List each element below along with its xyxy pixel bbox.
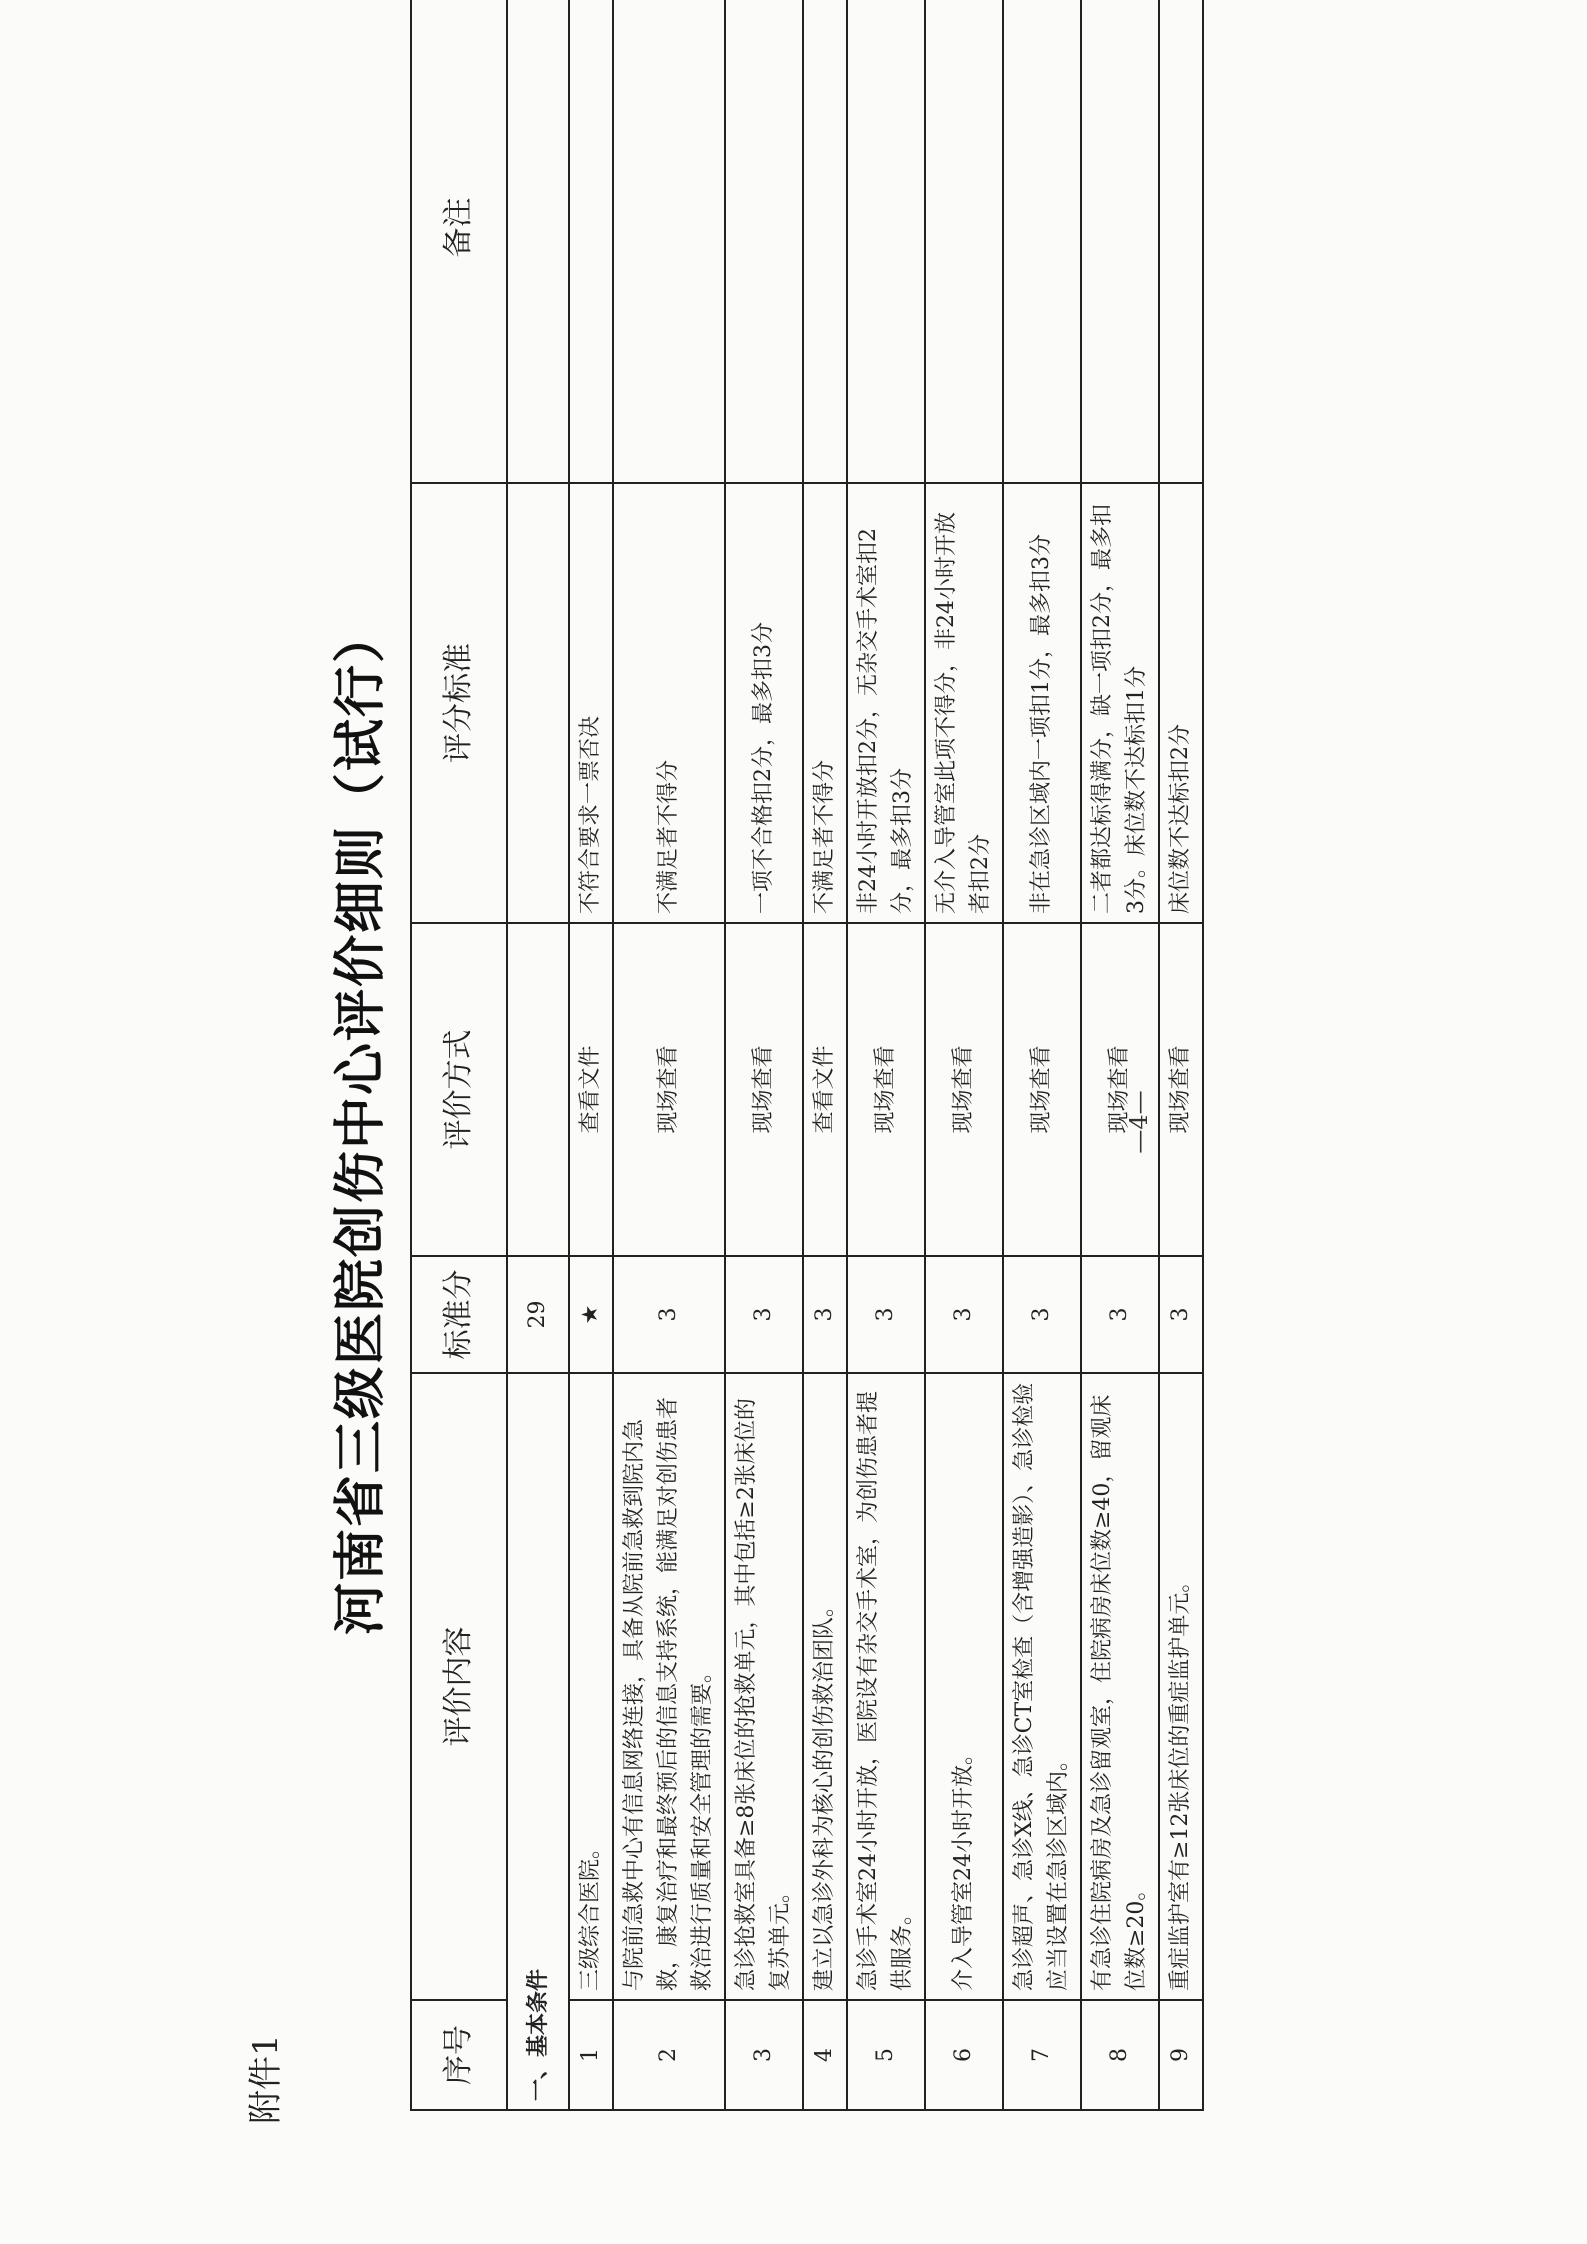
row-remark xyxy=(925,0,1003,483)
row-remark xyxy=(1003,0,1081,483)
row-no: 6 xyxy=(925,2000,1003,2110)
row-no: 2 xyxy=(613,2000,725,2110)
evaluation-table xyxy=(410,0,1204,2111)
row-remark xyxy=(1159,0,1203,483)
row-score: 3 xyxy=(925,1256,1003,1373)
row-content: 急诊超声、急诊X线、急诊CT室检查（含增强造影）、急诊检验应当设置在急诊区域内。 xyxy=(1003,1373,1081,2000)
row-content: 介入导管室24小时开放。 xyxy=(925,1373,1003,2000)
section-row xyxy=(507,0,569,2110)
row-content: 急诊手术室24小时开放，医院设有杂交手术室，为创伤患者提供服务。 xyxy=(847,1373,925,2000)
row-criteria: 不符合要求一票否决 xyxy=(569,483,613,923)
table-row xyxy=(725,0,803,2110)
header-score: 标准分 xyxy=(411,1256,507,1373)
row-content: 有急诊住院病房及急诊留观室，住院病房床位数≥40，留观床位数≥20。 xyxy=(1081,1373,1159,2000)
row-content: 三级综合医院。 xyxy=(569,1373,613,2000)
row-method: 现场查看 xyxy=(925,923,1003,1256)
row-score: 3 xyxy=(803,1256,847,1373)
section-empty-criteria xyxy=(507,483,569,923)
header-remark: 备注 xyxy=(411,0,507,483)
row-criteria: 一项不合格扣2分，最多扣3分 xyxy=(725,483,803,923)
row-no: 7 xyxy=(1003,2000,1081,2110)
row-content: 重症监护室有≥12张床位的重症监护单元。 xyxy=(1159,1373,1203,2000)
row-criteria: 不满足者不得分 xyxy=(803,483,847,923)
row-content: 与院前急救中心有信息网络连接，具备从院前急救到院内急救，康复治疗和最终预后的信息支持系统，能满足对创伤患者救治进行质量和安全管理的需要。 xyxy=(613,1373,725,2000)
row-score: 3 xyxy=(1003,1256,1081,1373)
table-row xyxy=(803,0,847,2110)
row-remark xyxy=(847,0,925,483)
table-row xyxy=(613,0,725,2110)
row-score: 3 xyxy=(613,1256,725,1373)
row-method: 查看文件 xyxy=(803,923,847,1256)
row-no: 8 xyxy=(1081,2000,1159,2110)
row-remark xyxy=(725,0,803,483)
table-row xyxy=(1003,0,1081,2110)
section-empty-remark xyxy=(507,0,569,483)
row-score: ★ xyxy=(569,1256,613,1373)
row-criteria: 床位数不达标扣2分 xyxy=(1159,483,1203,923)
row-criteria: 二者都达标得满分，缺一项扣2分，最多扣3分。床位数不达标扣1分 xyxy=(1081,483,1159,923)
table-row xyxy=(1159,0,1203,2110)
header-criteria: 评分标准 xyxy=(411,483,507,923)
page-number: —4— xyxy=(1125,1090,1153,1154)
attachment-label: 附件1 xyxy=(246,2034,286,2124)
table-row xyxy=(569,0,613,2110)
row-no: 9 xyxy=(1159,2000,1203,2110)
row-content: 急诊抢救室具备≥8张床位的抢救单元，其中包括≥2张床位的复苏单元。 xyxy=(725,1373,803,2000)
row-score: 3 xyxy=(725,1256,803,1373)
row-score: 3 xyxy=(847,1256,925,1373)
row-criteria: 非在急诊区域内一项扣1分，最多扣3分 xyxy=(1003,483,1081,923)
row-criteria: 不满足者不得分 xyxy=(613,483,725,923)
row-criteria: 非24小时开放扣2分，无杂交手术室扣2分，最多扣3分 xyxy=(847,483,925,923)
row-no: 5 xyxy=(847,2000,925,2110)
table-row xyxy=(925,0,1003,2110)
row-content: 建立以急诊外科为核心的创伤救治团队。 xyxy=(803,1373,847,2000)
table-row xyxy=(847,0,925,2110)
row-method: 现场查看 xyxy=(1159,923,1203,1256)
row-no: 3 xyxy=(725,2000,803,2110)
header-content: 评价内容 xyxy=(411,1373,507,2000)
document-title: 河南省三级医院创伤中心评价细则（试行） xyxy=(330,609,391,1636)
section-title: 一、基本条件 xyxy=(507,1373,569,2110)
row-criteria: 无介入导管室此项不得分，非24小时开放者扣2分 xyxy=(925,483,1003,923)
row-method: 现场查看 xyxy=(847,923,925,1256)
row-method: 查看文件 xyxy=(569,923,613,1256)
header-method: 评价方式 xyxy=(411,923,507,1256)
row-remark xyxy=(803,0,847,483)
row-no: 4 xyxy=(803,2000,847,2110)
row-remark xyxy=(569,0,613,483)
row-no: 1 xyxy=(569,2000,613,2110)
row-method: 现场查看 xyxy=(1003,923,1081,1256)
row-method: 现场查看 xyxy=(1081,923,1159,1256)
row-remark xyxy=(613,0,725,483)
section-score: 29 xyxy=(507,1256,569,1373)
row-score: 3 xyxy=(1159,1256,1203,1373)
header-row xyxy=(411,0,507,2110)
section-empty-method xyxy=(507,923,569,1256)
row-method: 现场查看 xyxy=(725,923,803,1256)
row-score: 3 xyxy=(1081,1256,1159,1373)
row-method: 现场查看 xyxy=(613,923,725,1256)
header-no: 序号 xyxy=(411,2000,507,2110)
